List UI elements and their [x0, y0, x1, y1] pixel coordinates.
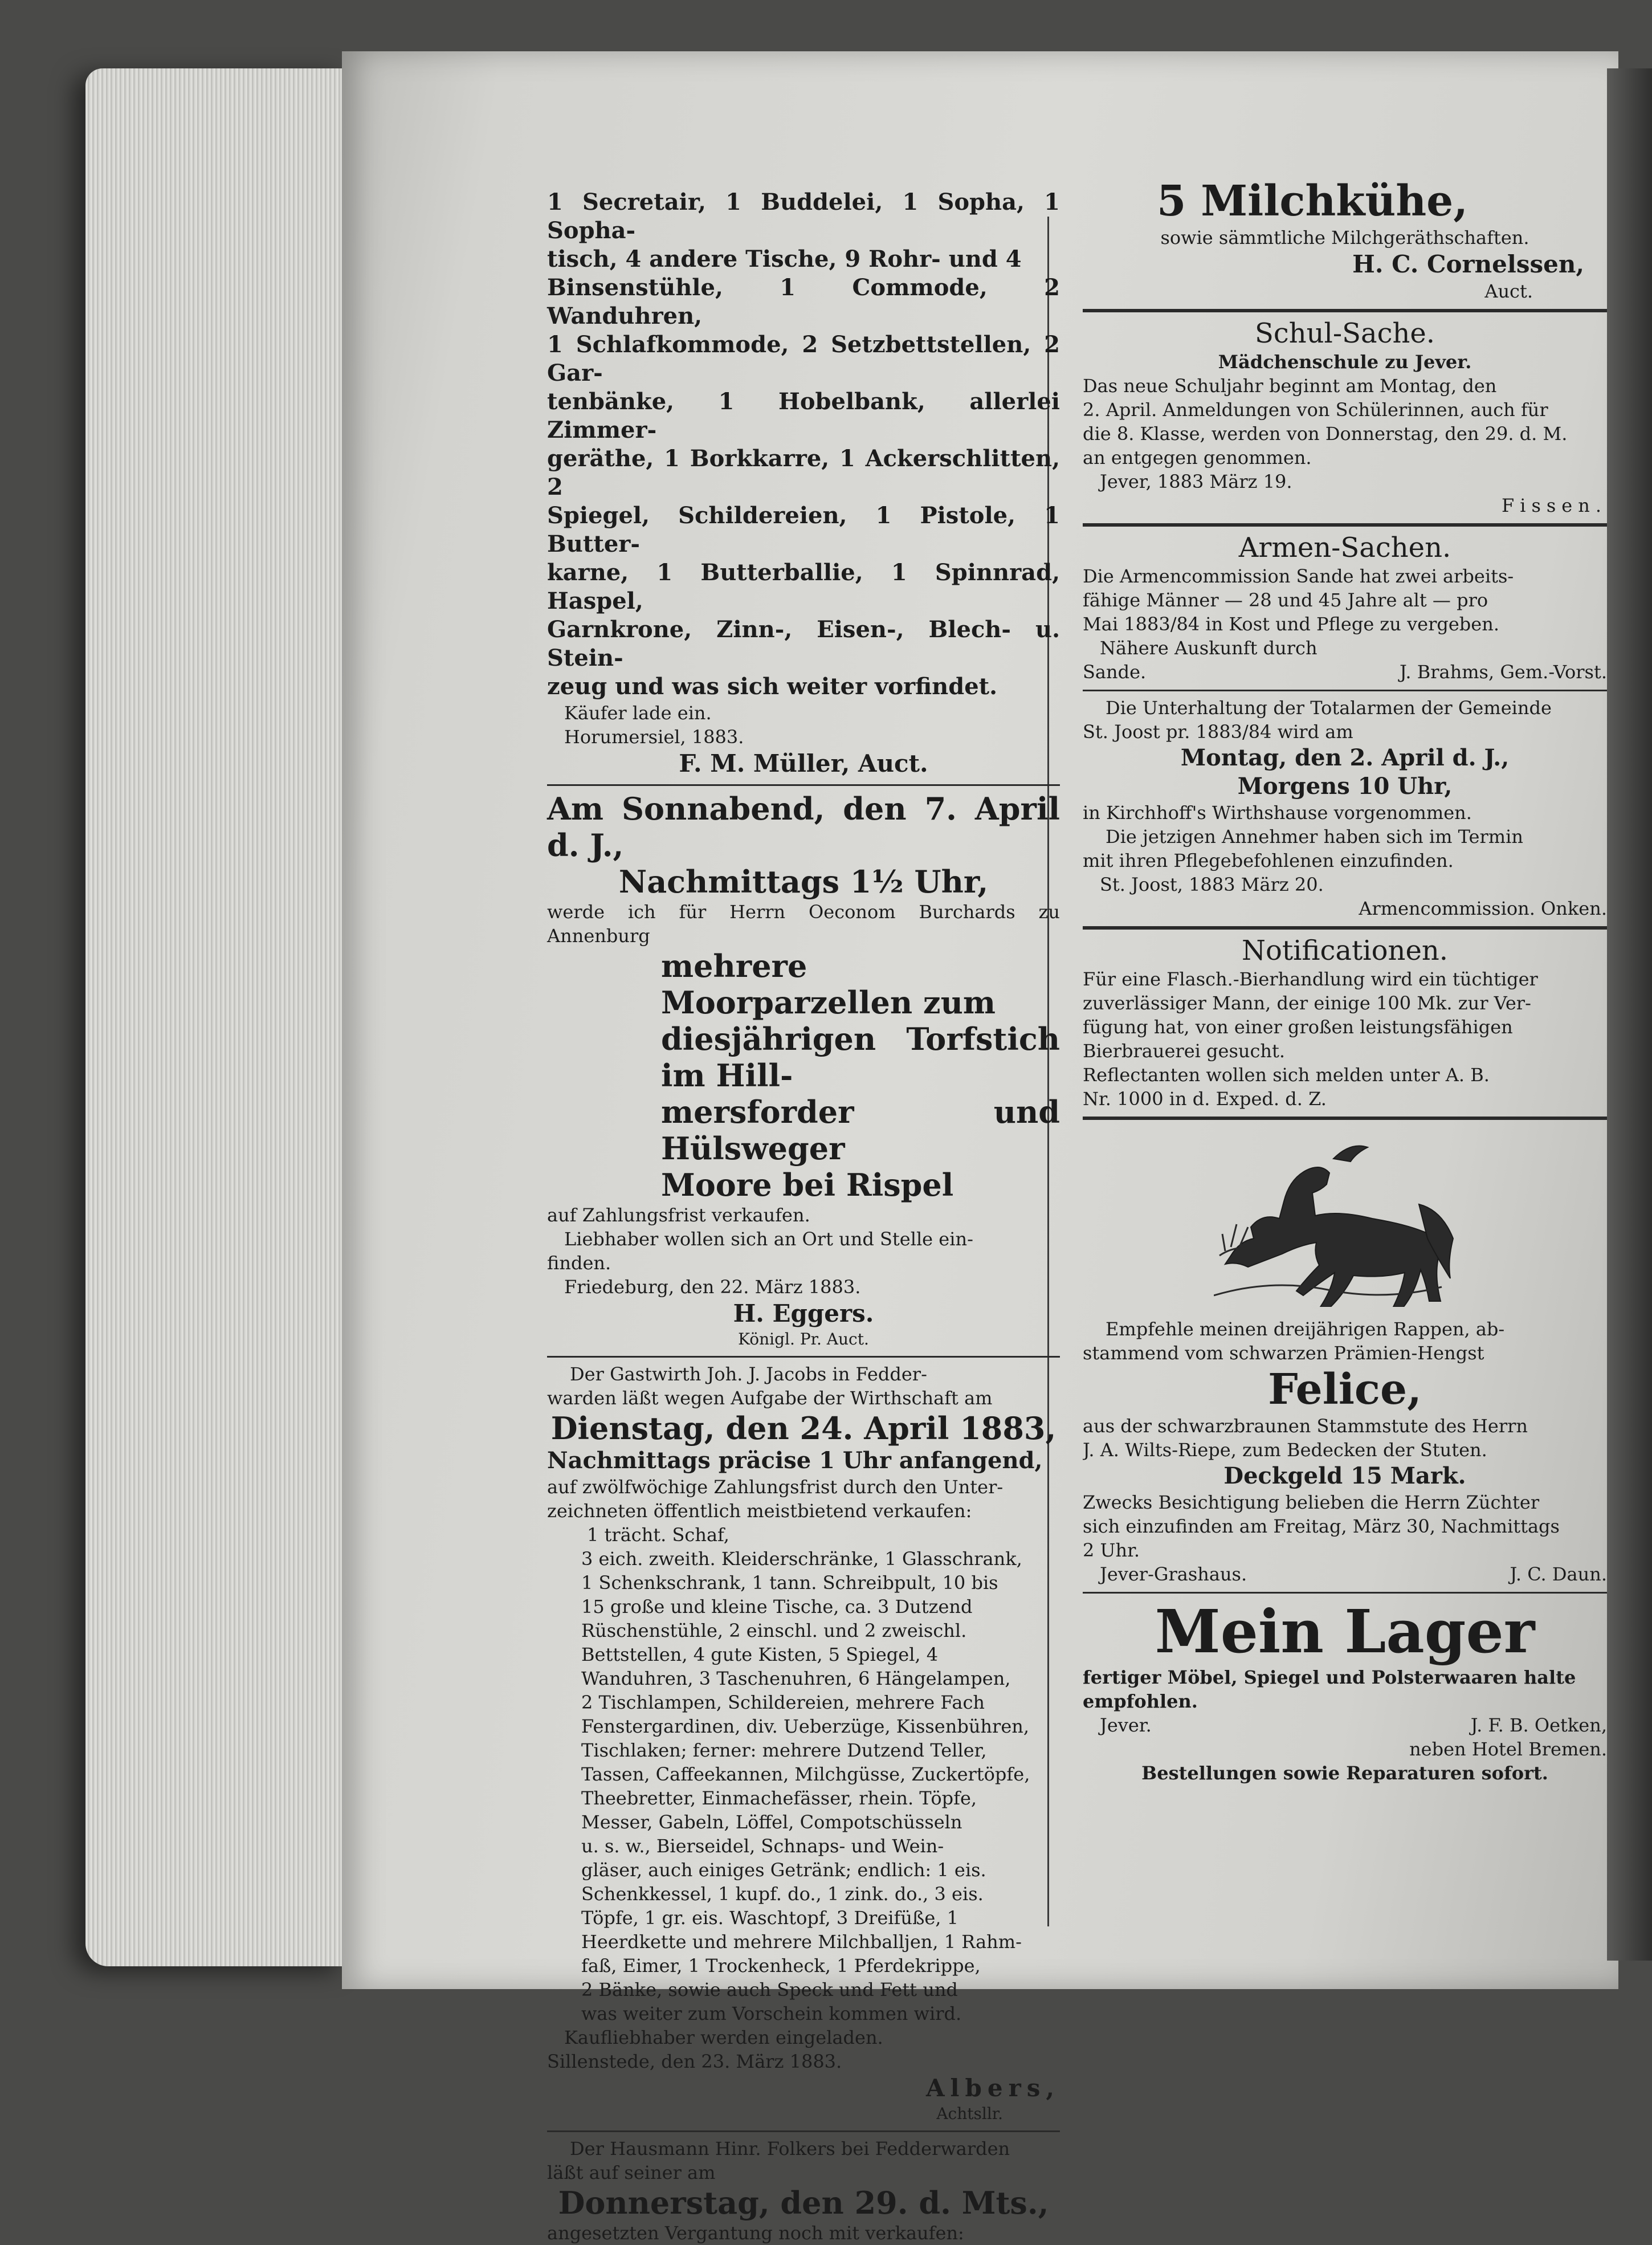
- ad-lines: [547, 188, 1060, 701]
- text-line: zeug und was sich weiter vorfindet.: [547, 673, 998, 700]
- text-line: Heerdkette und mehrere Milchballjen, 1 Rahm-: [581, 1931, 1022, 1953]
- text-line: u. s. w., Bierseidel, Schnaps- und Wein-: [581, 1835, 944, 1857]
- text-line: Spiegel, Schildereien, 1 Pistole, 1 Butter-: [547, 502, 1060, 557]
- description: J. A. Wilts-Riepe, zum Bedecken der Stuten.: [1083, 1439, 1487, 1461]
- text-line: tisch, 4 andere Tische, 9 Rohr- und 4: [547, 246, 1022, 272]
- text-line: 1 Schenkschrank, 1 tann. Schreibpult, 10 bis: [581, 1572, 998, 1594]
- text-line: geräthe, 1 Borkkarre, 1 Ackerschlitten, 2: [547, 445, 1060, 500]
- place-signature: [1083, 1562, 1607, 1586]
- place-date: Horumersiel, 1883.: [564, 726, 744, 748]
- text-line: an entgegen genommen.: [1083, 447, 1312, 468]
- invite-text: Käufer lade ein.: [564, 702, 712, 724]
- ad-jacobs-auction: [547, 1362, 1060, 2125]
- place: Sande.: [1083, 661, 1147, 683]
- horse-name: Felice,: [1268, 1365, 1422, 1414]
- divider: [1083, 690, 1607, 691]
- right-column: [1083, 177, 1607, 1785]
- fee-headline: Deckgeld 15 Mark.: [1223, 1462, 1466, 1489]
- invite-text: Kaufliebhaber werden eingeladen.: [564, 2027, 883, 2048]
- text-line: Zwecks Besichtigung belieben die Herrn Züchter: [1083, 1492, 1540, 1513]
- ad-line: fertiger Möbel, Spiegel und Polsterwaaren halte: [1083, 1667, 1576, 1688]
- signature: J. Brahms, Gem.-Vorst.: [1400, 661, 1607, 683]
- divider: [547, 2130, 1060, 2132]
- text-line: Bettstellen, 4 gute Kisten, 5 Spiegel, 4: [581, 1644, 939, 1665]
- ad-mein-lager: [1083, 1598, 1607, 1785]
- ad-line: mit ihren Pflegebefohlenen einzufinden.: [1083, 850, 1454, 871]
- ad-lines: [1083, 564, 1607, 636]
- text-line: Bierbrauerei gesucht.: [1083, 1040, 1286, 1062]
- intro-text: werde ich für Herrn Oeconom Burchards zu Annenburg: [547, 901, 1060, 947]
- terms-text: auf Zahlungsfrist verkaufen.: [547, 1204, 810, 1226]
- text-line: Tassen, Caffeekannen, Milchgüsse, Zuckertöpfe,: [581, 1763, 1030, 1785]
- title: Achtsllr.: [936, 2104, 1003, 2123]
- ad-lines: [1083, 374, 1607, 470]
- horse-illustration: [1083, 1124, 1607, 1313]
- text-line: Garnkrone, Zinn-, Eisen-, Blech- u. Stein-: [547, 616, 1060, 671]
- divider: [1083, 523, 1607, 527]
- text-line: Tischlaken; ferner: mehrere Dutzend Teller,: [581, 1739, 987, 1761]
- headline: 5 Milchkühe,: [1157, 177, 1468, 226]
- ad-lines: [1083, 1490, 1607, 1562]
- headline: Donnerstag, den 29. d. Mts.,: [558, 2185, 1049, 2221]
- divider: [547, 784, 1060, 786]
- headline: Morgens 10 Uhr,: [1237, 773, 1453, 800]
- ad-line: empfohlen.: [1083, 1690, 1198, 1712]
- ad-felice-stallion: [1083, 1124, 1607, 1586]
- text-line: Das neue Schuljahr beginnt am Montag, den: [1083, 375, 1497, 397]
- text-line: 15 große und kleine Tische, ca. 3 Dutzend: [581, 1596, 973, 1617]
- text-line: Messer, Gabeln, Löffel, Compotschüsseln: [581, 1811, 962, 1833]
- text-line: diesjährigen Torfstich im Hill-: [661, 1021, 1060, 1094]
- ad-line: St. Joost pr. 1883/84 wird am: [1083, 721, 1353, 743]
- section-heading: Notificationen.: [1241, 935, 1449, 967]
- text-line: gläser, auch einiges Getränk; endlich: 1 eis.: [581, 1859, 986, 1881]
- text-line: mehrere Moorparzellen zum: [661, 948, 996, 1021]
- intro-text: Empfehle meinen dreijährigen Rappen, ab-: [1106, 1318, 1505, 1340]
- horse-icon: [1214, 1124, 1465, 1307]
- section-heading: Armen-Sachen.: [1238, 532, 1451, 564]
- place: Jever-Grashaus.: [1100, 1563, 1247, 1585]
- address: neben Hotel Bremen.: [1409, 1738, 1607, 1760]
- headline: Nachmittags präcise 1 Uhr anfangend,: [547, 1447, 1043, 1474]
- outro-text: angesetzten Vergantung noch mit verkaufen:: [547, 2222, 964, 2244]
- signature: J. F. B. Oetken,: [1470, 1714, 1607, 1736]
- text-line: 2 Uhr.: [1083, 1539, 1140, 1561]
- intro-text: Der Gastwirth Joh. J. Jacobs in Fedder-: [570, 1363, 927, 1385]
- note-text: Liebhaber wollen sich an Ort und Stelle ein-: [564, 1228, 973, 1250]
- place-signature: [1083, 1713, 1607, 1737]
- text-line: die 8. Klasse, werden von Donnerstag, den 29. d. M.: [1083, 423, 1568, 445]
- intro-text: warden läßt wegen Aufgabe der Wirthschaft am: [547, 1387, 993, 1409]
- signature: Fissen.: [1502, 495, 1607, 516]
- place-date: Sillenstede, den 23. März 1883.: [547, 2051, 842, 2072]
- divider: [1083, 926, 1607, 930]
- signature: Albers,: [925, 2074, 1060, 2102]
- text-line: 3 eich. zweith. Kleiderschränke, 1 Glasschrank,: [581, 1548, 1022, 1570]
- text-line: 2 Tischlampen, Schildereien, mehrere Fach: [581, 1692, 985, 1713]
- ad-folkers-auction: [547, 2137, 1060, 2245]
- text-line: sich einzufinden am Freitag, März 30, Nachmittags: [1083, 1515, 1560, 1537]
- sub-heading: Mädchenschule zu Jever.: [1218, 351, 1472, 373]
- note-text: finden.: [547, 1252, 611, 1274]
- intro-text: stammend vom schwarzen Prämien-Hengst: [1083, 1342, 1484, 1364]
- text-line: 2. April. Anmeldungen von Schülerinnen, auch für: [1083, 399, 1548, 421]
- divider: [1083, 1592, 1607, 1594]
- text-line: 1 Schlafkommode, 2 Setzbettstellen, 2 Gar-: [547, 331, 1060, 386]
- text-line: fügung hat, von einer großen leistungsfähigen: [1083, 1016, 1513, 1038]
- text-line: Die Armencommission Sande hat zwei arbeits-: [1083, 565, 1514, 587]
- text-line: fähige Männer — 28 und 45 Jahre alt — pro: [1083, 589, 1488, 611]
- right-page-shadow: [1607, 68, 1652, 1961]
- text-line: zuverlässiger Mann, der einige 100 Mk. zur Ver-: [1083, 992, 1531, 1014]
- ad-line: Die jetzigen Annehmer haben sich im Termin: [1106, 826, 1523, 848]
- text-line: mersforder und Hülsweger: [661, 1094, 1060, 1167]
- headline: Dienstag, den 24. April 1883,: [550, 1410, 1057, 1447]
- text-line: Mai 1883/84 in Kost und Pflege zu vergeben.: [1083, 613, 1499, 635]
- place-date: Jever, 1883 März 19.: [1100, 471, 1292, 492]
- section-heading: Schul-Sache.: [1254, 317, 1435, 349]
- terms-text: auf zwölfwöchige Zahlungsfrist durch den Unter-: [547, 1476, 1004, 1498]
- signature: H. Eggers.: [733, 1299, 874, 1327]
- text-line: karne, 1 Butterballie, 1 Spinnrad, Haspel,: [547, 559, 1060, 614]
- signature: F. M. Müller, Auct.: [679, 749, 928, 777]
- item-list: [547, 1547, 1060, 2026]
- footer-text: Bestellungen sowie Reparaturen sofort.: [1141, 1762, 1548, 1784]
- sub-text: sowie sämmtliche Milchgeräthschaften.: [1160, 227, 1529, 248]
- headline: Montag, den 2. April d. J.,: [1180, 744, 1510, 771]
- divider: [547, 1356, 1060, 1358]
- ad-schul-sache: [1083, 317, 1607, 518]
- text-line: Moore bei Rispel: [661, 1167, 954, 1203]
- ad-line: in Kirchhoff's Wirthshause vorgenommen.: [1083, 802, 1472, 824]
- intro-text: Der Hausmann Hinr. Folkers bei Fedderwarden: [570, 2138, 1010, 2160]
- signature: J. C. Daun.: [1510, 1563, 1607, 1585]
- text-line: Wanduhren, 3 Taschenuhren, 6 Hängelampen,: [581, 1668, 1011, 1689]
- ad-lines: [1083, 967, 1607, 1111]
- headline: Nachmittags 1½ Uhr,: [618, 863, 989, 900]
- text-line: tenbänke, 1 Hobelbank, allerlei Zimmer-: [547, 388, 1060, 443]
- ad-notificationen: [1083, 934, 1607, 1111]
- left-column: [547, 188, 1060, 2245]
- ad-milchkuehe: [1083, 177, 1607, 303]
- signature: Armencommission. Onken.: [1359, 898, 1607, 919]
- text-line: was weiter zum Vorschein kommen wird.: [581, 2003, 962, 2024]
- text-line: Theebretter, Einmachefässer, rhein. Töpfe,: [581, 1787, 977, 1809]
- signature: H. C. Cornelssen,: [1352, 250, 1584, 278]
- info-text: Nähere Auskunft durch: [1100, 637, 1317, 659]
- big-lines: [547, 948, 1060, 1203]
- text-line: 1 Secretair, 1 Buddelei, 1 Sopha, 1 Sopha-: [547, 189, 1060, 244]
- text-line: Töpfe, 1 gr. eis. Waschtopf, 3 Dreifüße, 1: [581, 1907, 958, 1929]
- text-line: Schenkkessel, 1 kupf. do., 1 zink. do., 3 eis.: [581, 1883, 984, 1905]
- text-line: Reflectanten wollen sich melden unter A. B.: [1083, 1064, 1490, 1086]
- text-line: Fenstergardinen, div. Ueberzüge, Kissenbühren,: [581, 1716, 1030, 1737]
- ad-line: Die Unterhaltung der Totalarmen der Gemeinde: [1106, 697, 1552, 719]
- text-line: Nr. 1000 in d. Exped. d. Z.: [1083, 1088, 1327, 1110]
- text-line: Rüschenstühle, 2 einschl. und 2 zweischl.: [581, 1620, 967, 1641]
- description: aus der schwarzbraunen Stammstute des Herrn: [1083, 1415, 1528, 1437]
- text-line: Binsenstühle, 1 Commode, 2 Wanduhren,: [547, 274, 1060, 329]
- headline: Am Sonnabend, den 7. April d. J.,: [547, 791, 1060, 863]
- text-line: 2 Bänke, sowie auch Speck und Fett und: [581, 1979, 958, 2000]
- intro-text: läßt auf seiner am: [547, 2162, 716, 2183]
- terms-text: zeichneten öffentlich meistbietend verkaufen:: [547, 1500, 972, 1522]
- title: Königl. Pr. Auct.: [738, 1330, 869, 1348]
- ad-eggers-moorparzellen: [547, 791, 1060, 1350]
- book-page-edges: [85, 68, 348, 1966]
- place-date: St. Joost, 1883 März 20.: [1100, 874, 1324, 895]
- item-line: 1 trächt. Schaf,: [587, 1524, 729, 1546]
- ad-st-joost: [1083, 696, 1607, 920]
- place: Jever.: [1100, 1714, 1152, 1736]
- place-date: Friedeburg, den 22. März 1883.: [564, 1276, 861, 1298]
- text-line: faß, Eimer, 1 Trockenheck, 1 Pferdekrippe,: [581, 1955, 981, 1977]
- ad-armen-sachen: [1083, 531, 1607, 684]
- place-signature: [1083, 660, 1607, 684]
- ad-mueller-auction: [547, 188, 1060, 779]
- headline: Mein Lager: [1155, 1596, 1535, 1667]
- divider: [1083, 1117, 1607, 1120]
- title: Auct.: [1484, 280, 1533, 302]
- divider: [1083, 309, 1607, 312]
- text-line: Für eine Flasch.-Bierhandlung wird ein tüchtiger: [1083, 968, 1538, 990]
